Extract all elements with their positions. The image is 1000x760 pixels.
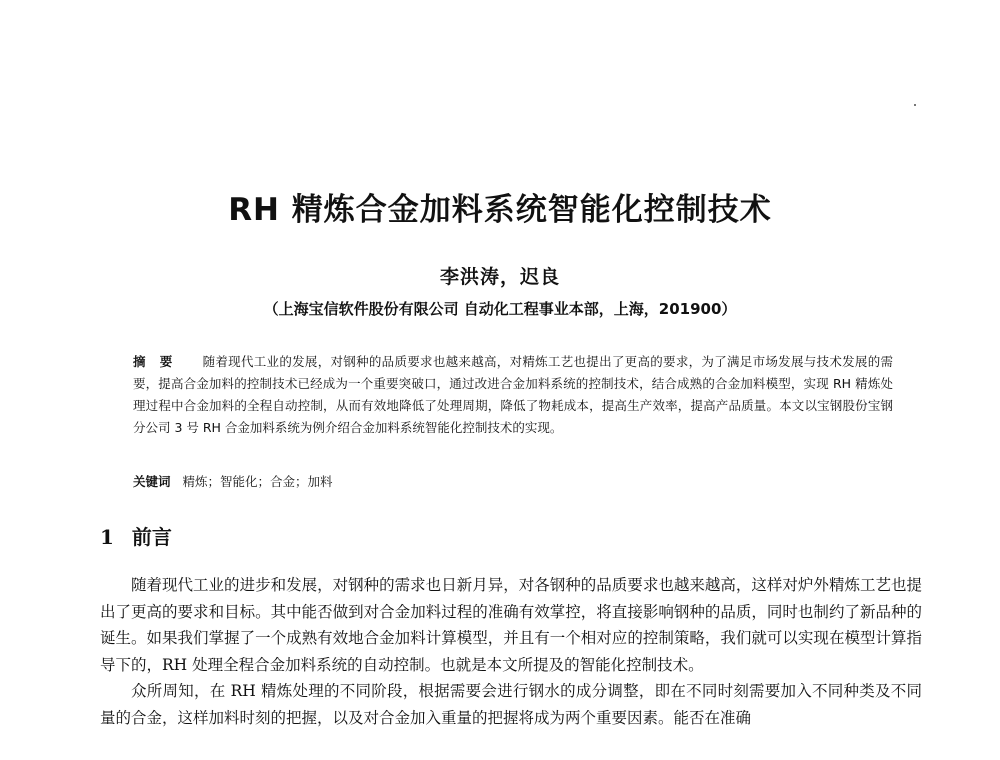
abstract-label: 摘要 [133,354,187,369]
body-paragraph: 众所周知，在 RH 精炼处理的不同阶段，根据需要会进行钢水的成分调整，即在不同时刻需要加入不同种类及不同量的合金，这样加料时刻的把握，以及对合金加入重量的把握将成为两个重要因素。能否在准确 [100,682,922,727]
keywords [133,471,893,493]
paper-affiliation: （上海宝信软件股份有限公司 自动化工程事业本部，上海，201900） [263,300,737,318]
abstract [133,351,893,439]
section-number: 1 [100,525,114,549]
body-paragraph: 随着现代工业的进步和发展，对钢种的需求也日新月异，对各钢种的品质要求也越来越高，这样对炉外精炼工艺也提出了更高的要求和目标。其中能否做到对合金加料过程的准确有效掌控，将直接影响钢种的品质，同时也制约了新品种的诞生。如果我们掌握了一个成熟有效地合金加料计算模型，并且有一个相对应的控制策略，我们就可以实现在模型计算指导下的，RH 处理全程合金加料系统的自动控制。也就是本文所提及的智能化控制技术。 [100,576,922,674]
section-title: 前言 [131,525,172,549]
keywords-text: 精炼；智能化；合金；加料 [182,474,333,489]
body-text [100,572,922,731]
scan-speck [914,104,916,106]
paper-authors: 李洪涛，迟良 [439,266,560,288]
paper-title: RH 精炼合金加料系统智能化控制技术 [228,192,772,228]
abstract-text: 随着现代工业的发展，对钢种的品质要求也越来越高，对精炼工艺也提出了更高的要求，为了满足市场发展与技术发展的需要，提高合金加料的控制技术已经成为一个重要突破口，通过改进合金加料系统的控制技术，结合成熟的合金加料模型，实现 RH 精炼处理过程中合金加料的全程自动控制，从而有效地降低了处理周期，降低了物耗成本，提高生产效率，提高产品质量。本文以宝钢股份宝钢分公司 3 号 RH 合金加料系统为例介绍合金加料系统智能化控制技术的实现。 [133,354,893,435]
keywords-label: 关键词 [133,474,171,489]
section-heading [100,521,172,550]
